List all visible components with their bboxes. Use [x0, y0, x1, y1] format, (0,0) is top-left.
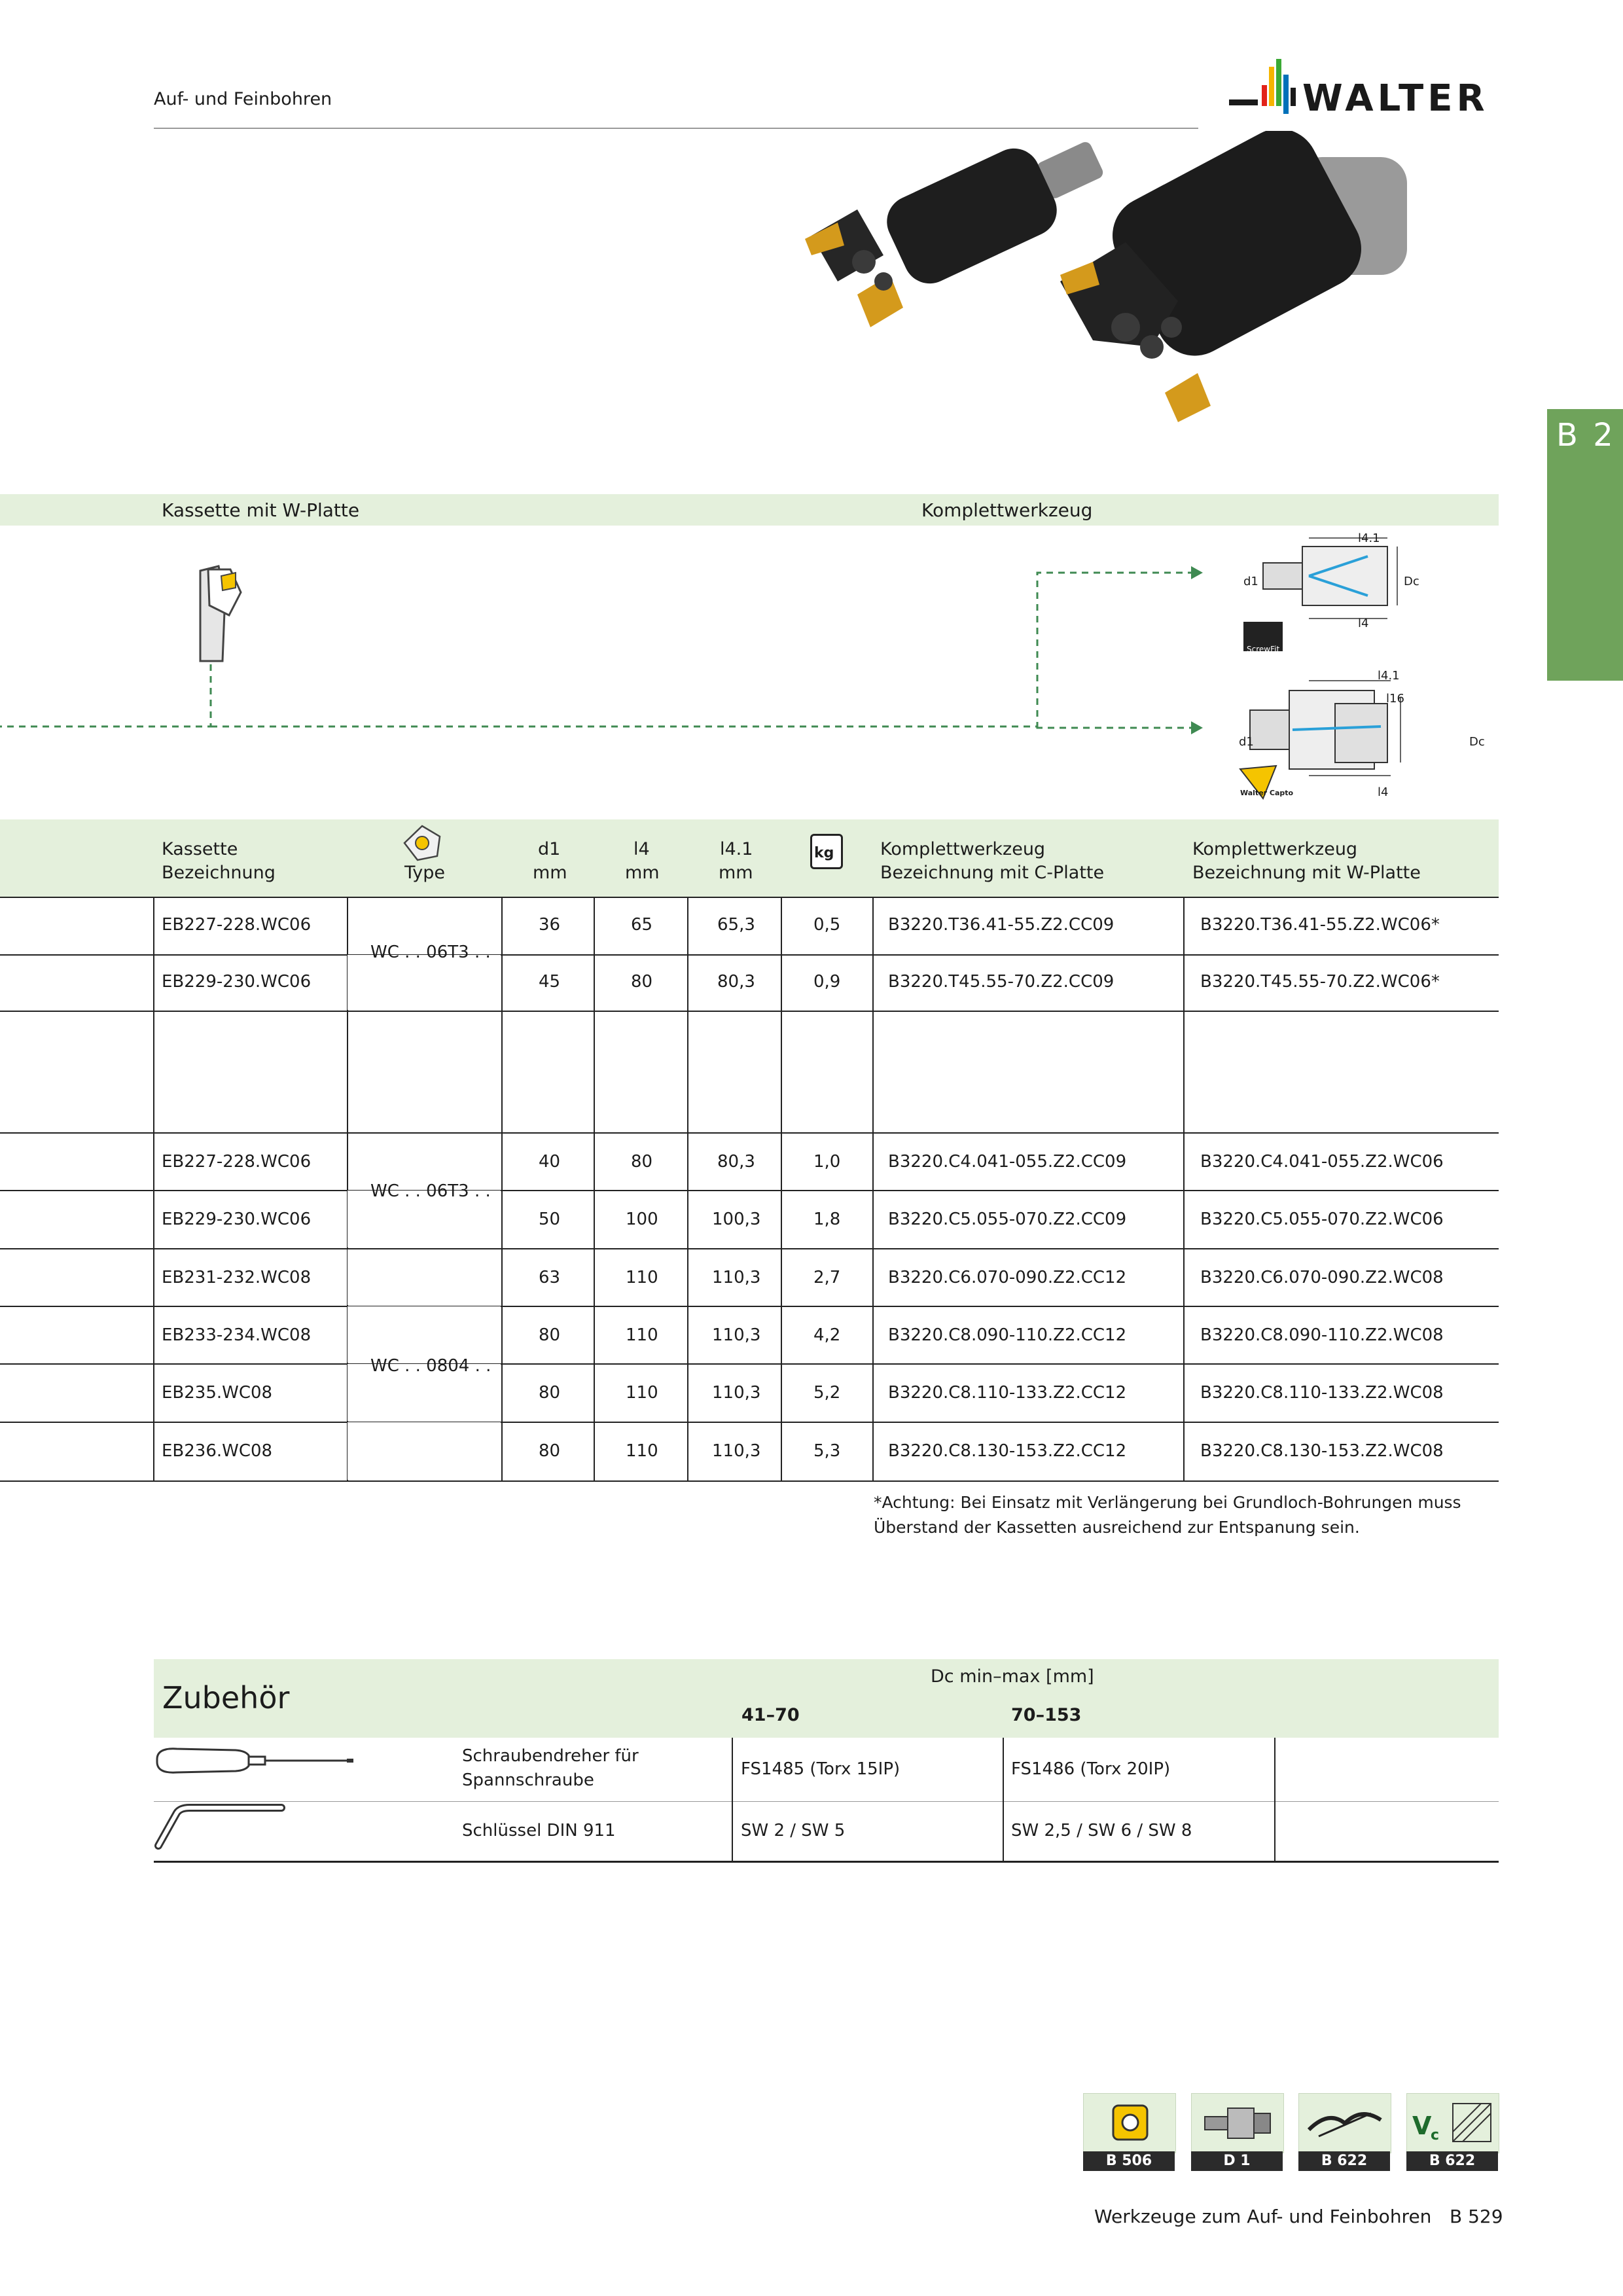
row4-l41: 100,3	[712, 1210, 761, 1229]
row7-l4: 110	[626, 1383, 658, 1403]
row1-l41: 65,3	[717, 915, 755, 935]
table-col-rule	[781, 897, 782, 1480]
cartridge-sketch	[200, 566, 241, 661]
row8-d1: 80	[539, 1441, 561, 1461]
acc-item2-name: Schlüssel DIN 911	[462, 1821, 616, 1840]
row7-cartridge: EB235.WC08	[162, 1383, 273, 1403]
ref-label-1[interactable]: B 506	[1083, 2151, 1175, 2171]
row1-cartridge: EB227-228.WC06	[162, 915, 312, 935]
row6-l41: 110,3	[712, 1325, 761, 1345]
row7-l41: 110,3	[712, 1383, 761, 1403]
chapter-tab-label: B 2	[1556, 417, 1616, 454]
dim-d1-bottom: d1	[1239, 735, 1254, 749]
acc-item1-name-2: Spannschraube	[462, 1770, 594, 1790]
row1-d1: 36	[539, 915, 561, 935]
section-band	[0, 494, 1499, 526]
band-label-cartridge: Kassette mit W-Platte	[162, 499, 360, 521]
footer-title: Werkzeuge zum Auf- und Feinbohren	[1094, 2206, 1432, 2227]
table-rule	[0, 1363, 1499, 1365]
row2-tool-c: B3220.T45.55-70.Z2.CC09	[888, 972, 1115, 992]
drawing-bottom	[1240, 681, 1400, 798]
svg-text:c: c	[1431, 2127, 1440, 2144]
type-merge-mask	[348, 1249, 501, 1305]
row8-kg: 5,3	[813, 1441, 841, 1461]
row6-l4: 110	[626, 1325, 658, 1345]
row4-cartridge: EB229-230.WC06	[162, 1210, 312, 1229]
row5-l4: 110	[626, 1268, 658, 1287]
technical-drawings	[1237, 530, 1499, 805]
dim-d1-top: d1	[1243, 575, 1258, 588]
row5-tool-w: B3220.C6.070-090.Z2.WC08	[1200, 1268, 1444, 1287]
row3-l41: 80,3	[717, 1152, 755, 1172]
row3-d1: 40	[539, 1152, 561, 1172]
table-col-rule	[501, 897, 503, 1480]
row4-d1: 50	[539, 1210, 561, 1229]
ref-label-2[interactable]: D 1	[1191, 2151, 1283, 2171]
weight-icon	[810, 834, 843, 869]
acc-item1-name-1: Schraubendreher für	[462, 1746, 639, 1766]
header-rule	[154, 128, 1198, 129]
product-photo	[785, 131, 1505, 458]
capto-badge: Walter Capto	[1240, 789, 1294, 797]
th-d1: d1	[538, 839, 561, 859]
th-l4: l4	[633, 839, 650, 859]
th-tool-w-1: Komplettwerkzeug	[1192, 839, 1358, 859]
row7-tool-w: B3220.C8.110-133.Z2.WC08	[1200, 1383, 1444, 1403]
accessories-title: Zubehör	[162, 1680, 290, 1715]
acc-item1-v1: FS1485 (Torx 15IP)	[741, 1759, 901, 1779]
table-col-rule	[594, 897, 595, 1480]
page-number: B 529	[1450, 2206, 1503, 2227]
row1-l4: 65	[631, 915, 653, 935]
drawing-top	[1243, 538, 1397, 651]
row8-l41: 110,3	[712, 1441, 761, 1461]
row7-tool-c: B3220.C8.110-133.Z2.CC12	[888, 1383, 1127, 1403]
row2-tool-w: B3220.T45.55-70.Z2.WC06*	[1200, 972, 1440, 992]
accessories-header	[154, 1659, 1499, 1738]
row5-cartridge: EB231-232.WC08	[162, 1268, 312, 1287]
insert-icon[interactable]	[1083, 2093, 1176, 2153]
row3-cartridge: EB227-228.WC06	[162, 1152, 312, 1172]
footnote-line-1: *Achtung: Bei Einsatz mit Verlängerung bei Grundloch-Bohrungen muss	[874, 1493, 1461, 1512]
row8-cartridge: EB236.WC08	[162, 1441, 273, 1461]
dim-l16-bottom: l16	[1386, 692, 1404, 706]
th-l4-unit: mm	[625, 863, 660, 883]
type-group-divider	[348, 1248, 501, 1249]
row1-tool-c: B3220.T36.41-55.Z2.CC09	[888, 915, 1115, 935]
table-rule	[0, 1132, 1499, 1134]
section-title: Auf- und Feinbohren	[154, 89, 332, 109]
row4-kg: 1,8	[813, 1210, 841, 1229]
table-header	[0, 819, 1499, 897]
table-rule	[0, 954, 1499, 956]
row8-tool-c: B3220.C8.130-153.Z2.CC12	[888, 1441, 1127, 1461]
row8-l4: 110	[626, 1441, 658, 1461]
acc-col-rule	[732, 1738, 733, 1861]
row2-d1: 45	[539, 972, 561, 992]
table-rule	[0, 1306, 1499, 1307]
acc-item2-v1: SW 2 / SW 5	[741, 1821, 846, 1840]
table-rule	[0, 1011, 1499, 1012]
vc-chart-icon[interactable]	[1406, 2093, 1499, 2153]
row6-cartridge: EB233-234.WC08	[162, 1325, 312, 1345]
type-group-3: WC . . 0804 . .	[370, 1356, 491, 1376]
dim-l4-bottom: l4	[1378, 785, 1389, 799]
row1-tool-w: B3220.T36.41-55.Z2.WC06*	[1200, 915, 1440, 935]
dim-l41-top: l4.1	[1358, 531, 1380, 545]
cutting-data-icon[interactable]	[1298, 2093, 1391, 2153]
weight-icon-label: kg	[814, 845, 834, 861]
row6-tool-w: B3220.C8.090-110.Z2.WC08	[1200, 1325, 1444, 1345]
type-merge-mask	[348, 1306, 501, 1363]
row5-tool-c: B3220.C6.070-090.Z2.CC12	[888, 1268, 1127, 1287]
row4-l4: 100	[626, 1210, 658, 1229]
row3-tool-w: B3220.C4.041-055.Z2.WC06	[1200, 1152, 1444, 1172]
svg-text:V: V	[1412, 2111, 1432, 2140]
table-rule	[0, 1248, 1499, 1249]
th-type: Type	[404, 863, 446, 883]
th-d1-unit: mm	[533, 863, 567, 883]
table-col-rule	[1183, 897, 1185, 1480]
table-col-rule	[153, 897, 154, 1480]
allen-key-icon	[151, 1800, 360, 1865]
acc-item2-v2: SW 2,5 / SW 6 / SW 8	[1011, 1821, 1192, 1840]
row2-l4: 80	[631, 972, 653, 992]
band-label-complete-tool: Komplettwerkzeug	[921, 499, 1093, 521]
dc-range-1: 41–70	[741, 1705, 800, 1725]
table-rule	[0, 1190, 1499, 1191]
dim-l4-top: l4	[1358, 617, 1369, 630]
row5-l41: 110,3	[712, 1268, 761, 1287]
type-merge-mask	[348, 1422, 501, 1480]
dim-dc-bottom: Dc	[1469, 735, 1485, 749]
ref-label-4[interactable]: B 622	[1406, 2151, 1498, 2171]
screwfit-badge: ScrewFit	[1247, 645, 1280, 654]
dc-range-label: Dc min–max [mm]	[931, 1666, 1094, 1687]
table-rule	[0, 897, 1499, 898]
th-l41-unit: mm	[719, 863, 753, 883]
table-col-rule	[872, 897, 874, 1480]
dc-range-2: 70–153	[1011, 1705, 1082, 1725]
th-l41: l4.1	[720, 839, 753, 859]
row6-tool-c: B3220.C8.090-110.Z2.CC12	[888, 1325, 1127, 1345]
row2-l41: 80,3	[717, 972, 755, 992]
brand-wordmark: WALTER	[1302, 77, 1489, 120]
chapter-tab	[1547, 409, 1623, 681]
row2-kg: 0,9	[813, 972, 841, 992]
th-cartridge-1: Kassette	[162, 839, 238, 859]
row7-d1: 80	[539, 1383, 561, 1403]
row3-l4: 80	[631, 1152, 653, 1172]
type-merge-mask	[348, 955, 501, 1010]
dim-l41-bottom: l4.1	[1378, 669, 1400, 683]
th-tool-w-2: Bezeichnung mit W-Platte	[1192, 863, 1421, 883]
type-group-2: WC . . 06T3 . .	[370, 1181, 491, 1201]
insert-type-icon	[399, 823, 445, 863]
ref-label-3[interactable]: B 622	[1298, 2151, 1390, 2171]
table-rule	[0, 1422, 1499, 1423]
acc-col-rule	[1003, 1738, 1004, 1861]
footnote-line-2: Überstand der Kassetten ausreichend zur Entspanung sein.	[874, 1518, 1360, 1537]
dim-dc-top: Dc	[1404, 575, 1419, 588]
row2-cartridge: EB229-230.WC06	[162, 972, 312, 992]
acc-col-rule	[1274, 1738, 1275, 1861]
row1-kg: 0,5	[813, 915, 841, 935]
type-group-1: WC . . 06T3 . .	[370, 942, 491, 962]
row4-tool-c: B3220.C5.055-070.Z2.CC09	[888, 1210, 1127, 1229]
th-tool-c-1: Komplettwerkzeug	[880, 839, 1046, 859]
row3-kg: 1,0	[813, 1152, 841, 1172]
row3-tool-c: B3220.C4.041-055.Z2.CC09	[888, 1152, 1127, 1172]
row8-tool-w: B3220.C8.130-153.Z2.WC08	[1200, 1441, 1444, 1461]
row6-kg: 4,2	[813, 1325, 841, 1345]
table-col-rule	[687, 897, 688, 1480]
row7-kg: 5,2	[813, 1383, 841, 1403]
row4-tool-w: B3220.C5.055-070.Z2.WC06	[1200, 1210, 1444, 1229]
acc-item1-v2: FS1486 (Torx 20IP)	[1011, 1759, 1171, 1779]
row5-d1: 63	[539, 1268, 561, 1287]
table-rule	[0, 1480, 1499, 1482]
adaptor-icon[interactable]	[1191, 2093, 1284, 2153]
row6-d1: 80	[539, 1325, 561, 1345]
row5-kg: 2,7	[813, 1268, 841, 1287]
th-tool-c-2: Bezeichnung mit C-Platte	[880, 863, 1105, 883]
th-cartridge-2: Bezeichnung	[162, 863, 276, 883]
